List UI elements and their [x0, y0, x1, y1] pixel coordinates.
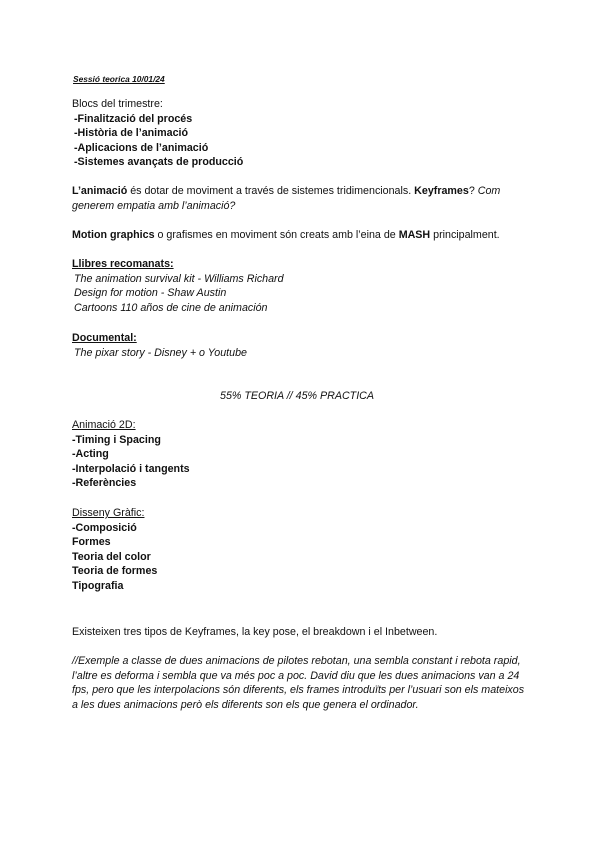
book-item: Cartoons 110 años de cine de animación — [74, 301, 268, 314]
graphic-design-item: Teoria de formes — [72, 565, 158, 578]
blocks-section — [72, 97, 243, 170]
blocks-item: -Aplicacions de l’animació — [74, 141, 209, 154]
animation-2d-item: -Interpolació i tangents — [72, 462, 190, 475]
animation-2d-section — [72, 418, 190, 491]
blocks-heading: Blocs del trimestre: — [72, 98, 163, 110]
graphic-design-heading: Disseny Gràfic: — [72, 507, 145, 519]
keyframes-types: Existeixen tres tipos de Keyframes, la key pose, el breakdown i el Inbetween. — [72, 626, 438, 638]
class-example: //Exemple a classe de dues animacions de pilotes rebotan, una sembla constant i rebota rapid, l’altre es deforma i sembla que va més poc a poc. David diu que les dues animacions van a 24 fps, pero que les interpolacions són diferents, els frames introduïts per l’usuari son els mateixos a les dues animacions però els diferents son els que genera el ordinador. — [72, 655, 525, 711]
blocks-item: -Finalització del procés — [74, 112, 193, 125]
documentary-section — [72, 331, 247, 360]
keyframes-question: ? — [468, 185, 478, 197]
graphic-design-item: Formes — [72, 536, 111, 549]
graphic-design-item: -Composició — [72, 521, 137, 534]
documentary-heading: Documental: — [72, 332, 137, 344]
empathy-question: Com generem empatia amb l’animació? — [72, 185, 501, 212]
book-item: Design for motion - Shaw Austin — [74, 287, 227, 300]
animation-2d-item: -Referències — [72, 477, 137, 490]
motion-graphics-end: principalment. — [430, 229, 500, 241]
animation-2d-heading: Animació 2D: — [72, 419, 136, 431]
motion-graphics-paragraph — [72, 228, 500, 243]
animation-definition — [72, 184, 512, 213]
book-item: The animation survival kit - Williams Richard — [74, 272, 284, 285]
animation-2d-item: -Timing i Spacing — [72, 433, 161, 446]
motion-graphics-text: o grafismes en moviment són creats amb l’eina de — [154, 229, 399, 241]
graphic-design-section — [72, 506, 157, 594]
motion-graphics-term: Motion graphics — [72, 229, 155, 241]
graphic-design-item: Teoria del color — [72, 550, 151, 563]
graphic-design-item: Tipografia — [72, 579, 124, 592]
documentary-item: The pixar story - Disney + o Youtube — [74, 346, 247, 359]
session-title: Sessió teorica 10/01/24 — [73, 74, 165, 84]
blocks-item: -Sistemes avançats de producció — [74, 156, 244, 169]
animation-term: L’animació — [72, 185, 128, 197]
keyframes-term: Keyframes — [414, 185, 469, 197]
theory-practice-ratio: 55% TEORIA // 45% PRACTICA — [220, 390, 375, 402]
mash-term: MASH — [398, 229, 431, 241]
blocks-item: -Història de l’animació — [74, 127, 189, 140]
animation-definition-text: és dotar de moviment a través de sistemes tridimencionals. — [127, 185, 415, 197]
books-heading: Llibres recomanats: — [72, 258, 174, 270]
books-section — [72, 257, 284, 315]
animation-2d-item: -Acting — [72, 448, 109, 461]
